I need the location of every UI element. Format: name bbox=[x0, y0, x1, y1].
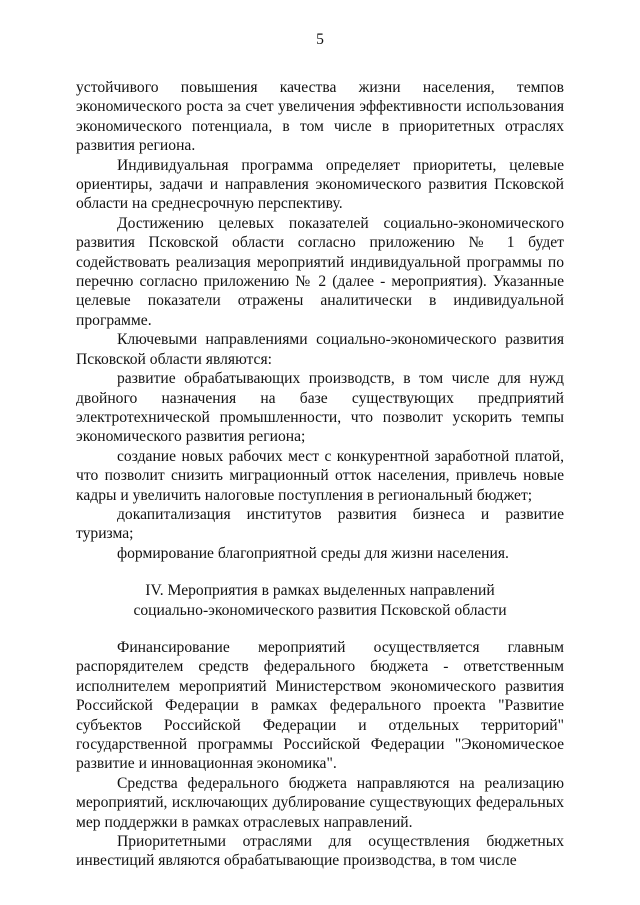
list-item-new-jobs: создание новых рабочих мест с конкурентной заработной платой, что позволит снизить миграционный отток населения, привлечь новые кадры и увеличить налоговые поступления в региональный бюджет; bbox=[76, 447, 564, 504]
section-heading-line-2: социально-экономического развития Псковской области bbox=[133, 601, 507, 619]
paragraph-federal-funds: Средства федерального бюджета направляются на реализацию мероприятий, исключающих дублирование существующих федеральных мер поддержки в рамках отраслевых направлений. bbox=[76, 774, 564, 831]
paragraph-priority-sectors: Приоритетными отраслями для осуществления бюджетных инвестиций являются обрабатывающие производства, в том числе bbox=[76, 833, 564, 870]
paragraph-continuation: устойчивого повышения качества жизни населения, темпов экономического роста за счет увеличения эффективности использования экономического потенциала, в том числе в приоритетных отраслях развития региона. bbox=[76, 79, 564, 155]
list-item-manufacturing: развитие обрабатывающих производств, в том числе для нужд двойного назначения на базе существующих предприятий электротехнической промышленности, что позволит ускорить темпы экономического развития региона; bbox=[76, 370, 564, 446]
page-number: 5 bbox=[316, 31, 324, 48]
section-heading bbox=[76, 581, 564, 620]
list-item-business-tourism: докапитализация институтов развития бизнеса и развитие туризма; bbox=[76, 505, 564, 543]
paragraph-target-indicators: Достижению целевых показателей социально-экономического развития Псковской области согласно приложению № 1 будет содействовать реализация мероприятий индивидуальной программы по перечню согласно приложению № 2 (далее - мероприятия). Указанные целевые показатели отражены аналитически в индивидуальной программе. bbox=[76, 214, 564, 329]
paragraph-key-directions: Ключевыми направлениями социально-экономического развития Псковской области являются: bbox=[76, 331, 564, 368]
list-item-living-environment: формирование благоприятной среды для жизни населения. bbox=[117, 544, 509, 562]
paragraph-program-priorities: Индивидуальная программа определяет приоритеты, целевые ориентиры, задачи и направления экономического развития Псковской области на среднесрочную перспективу. bbox=[76, 156, 564, 213]
document-body bbox=[76, 78, 564, 871]
paragraph-financing: Финансирование мероприятий осуществляется главным распорядителем средств федерального бюджета - ответственным исполнителем мероприятий Министерством экономического развития Российской Федерации в рамках федерального проекта "Развитие субъектов Российской Федерации и отдельных территорий" государственной программы Российской Федерации "Экономическое развитие и инновационная экономика". bbox=[76, 638, 564, 773]
section-heading-line-1: IV. Мероприятия в рамках выделенных направлений bbox=[145, 582, 495, 600]
